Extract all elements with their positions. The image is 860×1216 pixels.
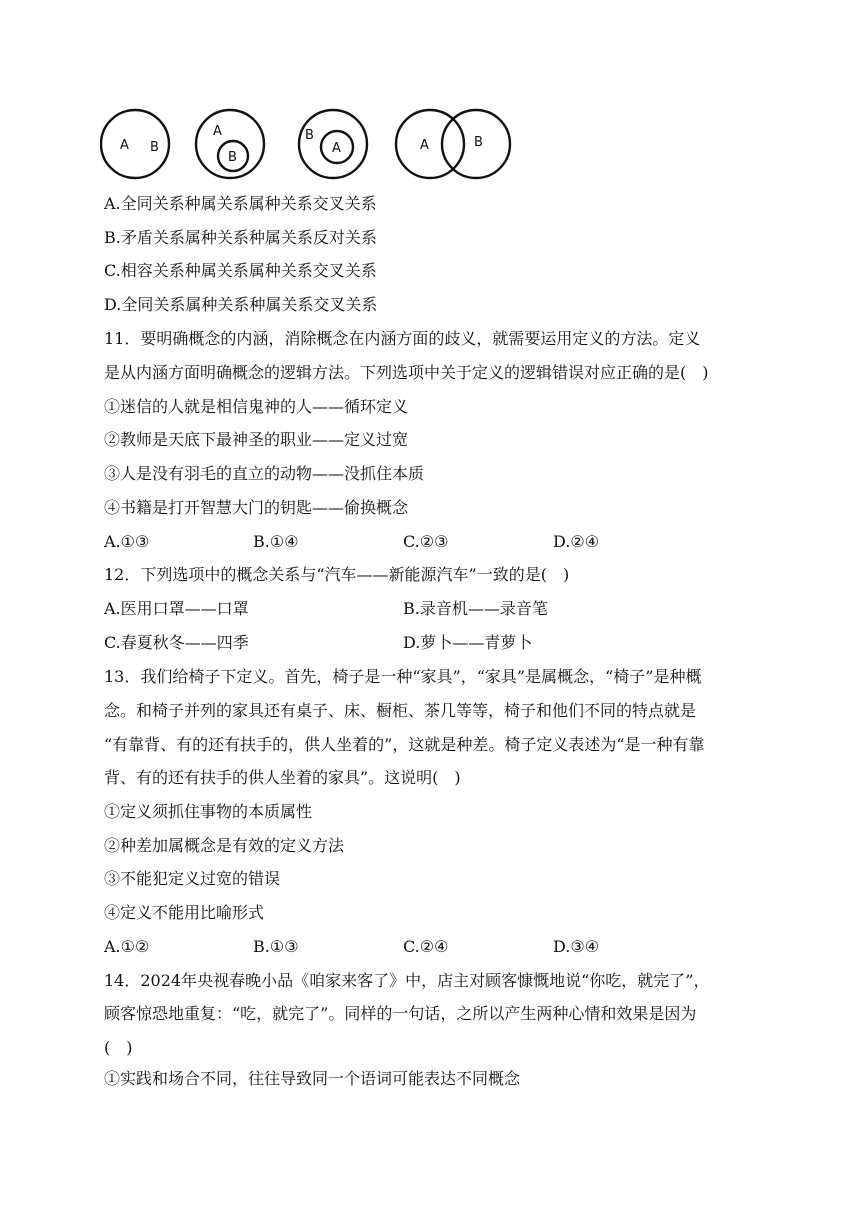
q13-item-3: ③不能犯定义过宽的错误 <box>104 869 281 888</box>
q10-option-a: A.全同关系种属关系属种关系交叉关系 <box>104 194 377 213</box>
q11-option-a: A.①③ <box>104 532 150 551</box>
diagram-label: A <box>420 138 429 153</box>
q12-option-c: C.春夏秋冬——四季 <box>104 633 249 652</box>
q13-item-1: ①定义须抓住事物的本质属性 <box>104 802 313 821</box>
q11-item-2: ②教师是天底下最神圣的职业——定义过宽 <box>104 430 409 449</box>
diagram-label: B <box>305 128 314 143</box>
q13-option-a: A.①② <box>104 937 150 956</box>
q12-option-d: D.萝卜——青萝卜 <box>403 633 533 652</box>
q12-option-a: A.医用口罩——口罩 <box>104 599 249 618</box>
q11-option-c: C.②③ <box>403 532 449 551</box>
q10-option-c: C.相容关系种属关系属种关系交叉关系 <box>104 261 377 280</box>
q11-item-4: ④书籍是打开智慧大门的钥匙——偷换概念 <box>104 498 409 517</box>
q14-stem-line-3: ( ) <box>104 1038 133 1057</box>
diagram-a-inside-b <box>299 110 367 178</box>
diagram-label: A <box>213 124 222 139</box>
q13-option-c: C.②④ <box>403 937 449 956</box>
q14-item-1: ①实践和场合不同，往往导致同一个语词可能表达不同概念 <box>104 1069 521 1088</box>
q11-option-d: D.②④ <box>553 532 600 551</box>
q14-stem-line-2: 顾客惊恐地重复：“吃，就完了”。同样的一句话，之所以产生两种心情和效果是因为 <box>104 1004 697 1023</box>
q11-stem-line-1: 11．要明确概念的内涵，消除概念在内涵方面的歧义，就需要运用定义的方法。定义 <box>104 329 701 348</box>
q13-stem-line-4: 背、有的还有扶手的供人坐着的家具”。这说明( ) <box>104 768 461 787</box>
q11-stem-line-2: 是从内涵方面明确概念的逻辑方法。下列选项中关于定义的逻辑错误对应正确的是( ) <box>104 363 709 382</box>
diagram-label: B <box>228 150 237 165</box>
q10-option-d: D.全同关系属种关系种属关系交叉关系 <box>104 295 378 314</box>
diagram-b-inside-a <box>196 110 264 178</box>
diagram-identity <box>101 110 169 178</box>
q12-stem: 12．下列选项中的概念关系与“汽车——新能源汽车”一致的是( ) <box>104 565 570 584</box>
q13-stem-line-1: 13．我们给椅子下定义。首先，椅子是一种“家具”，“家具”是属概念，“椅子”是种概 <box>104 667 702 686</box>
q13-item-4: ④定义不能用比喻形式 <box>104 903 265 922</box>
q14-stem-line-1: 14．2024年央视春晚小品《咱家来客了》中，店主对顾客慷慨地说“你吃，就完了”， <box>104 971 710 990</box>
q13-stem-line-3: “有靠背、有的还有扶手的，供人坐着的”，这就是种差。椅子定义表述为“是一种有靠 <box>104 735 705 754</box>
diagram-label: B <box>474 135 483 150</box>
diagram-label: A <box>332 141 341 156</box>
q11-option-b: B.①④ <box>253 532 299 551</box>
q13-option-d: D.③④ <box>553 937 600 956</box>
concept-relation-diagrams <box>100 106 520 182</box>
q13-stem-line-2: 念。和椅子并列的家具还有桌子、床、橱柜、茶几等等，椅子和他们不同的特点就是 <box>104 701 697 720</box>
q10-option-b: B.矛盾关系属种关系种属关系反对关系 <box>104 228 377 247</box>
q13-option-b: B.①③ <box>253 937 299 956</box>
q11-item-1: ①迷信的人就是相信鬼神的人——循环定义 <box>104 397 409 416</box>
q13-item-2: ②种差加属概念是有效的定义方法 <box>104 836 345 855</box>
diagram-intersection <box>396 110 510 178</box>
diagram-label: A <box>120 138 129 153</box>
q12-option-b: B.录音机——录音笔 <box>403 599 548 618</box>
q11-item-3: ③人是没有羽毛的直立的动物——没抓住本质 <box>104 464 425 483</box>
diagram-label: B <box>150 140 159 155</box>
